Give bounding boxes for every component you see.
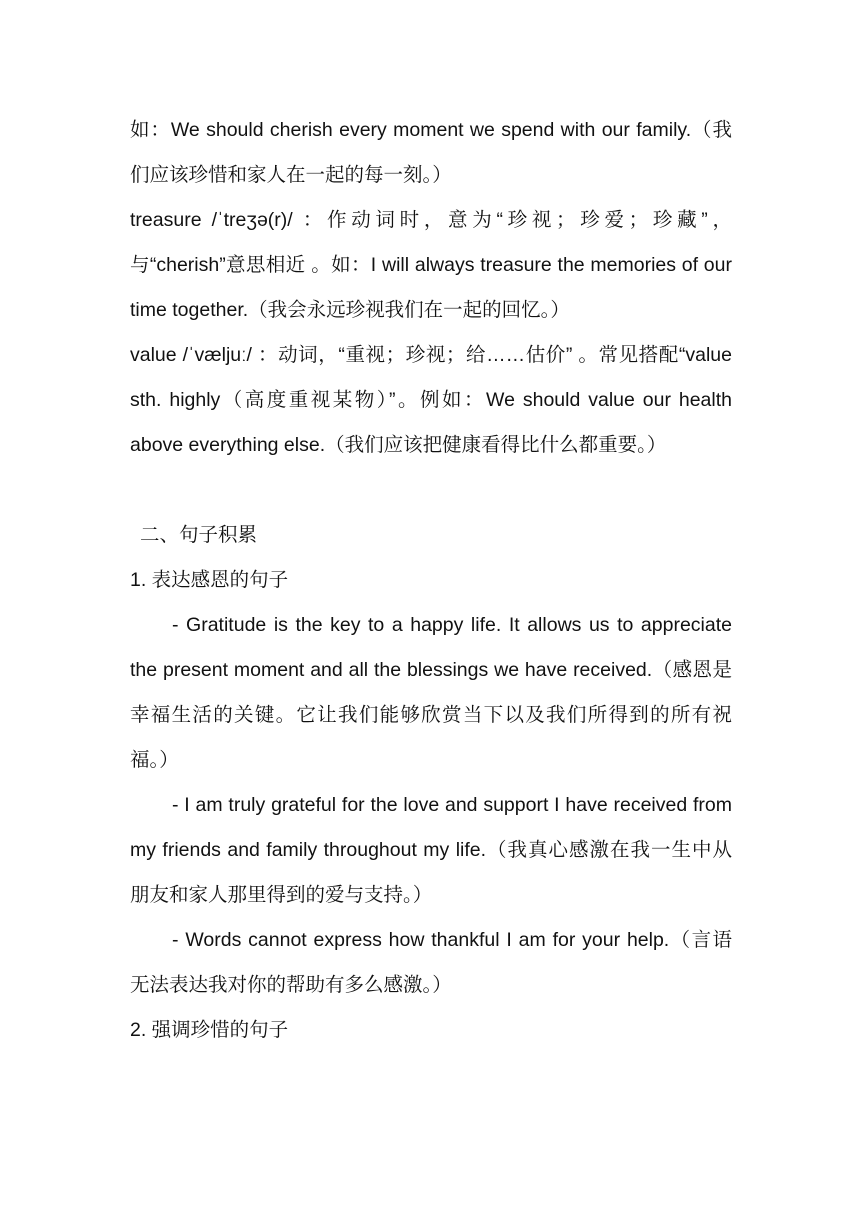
- subsection-title-gratitude: 1. 表达感恩的句子: [130, 569, 289, 591]
- section-heading: 二、句子积累: [140, 524, 258, 546]
- cherish-example: 如：We should cherish every moment we spend with our family.（我们应该珍惜和家人在一起的每一刻。）: [130, 119, 732, 186]
- subsection-title-cherish: 2. 强调珍惜的句子: [130, 1019, 289, 1041]
- blank-line: [130, 468, 732, 513]
- gratitude-sentence-2: - I am truly grateful for the love and support I have received from my friends and family throughout my life.（我真心感激在我一生中从朋友和家人那里得到的爱与支持。）: [130, 794, 732, 906]
- document-body: [130, 108, 732, 1053]
- value-definition: value /ˈvæljuː/ ：动词，“重视；珍视；给……估价” 。常见搭配“value sth. highly（高度重视某物）”。例如：We should value our health above everything else.（我们应该把健康看得比什么都重要。）: [130, 344, 732, 456]
- gratitude-sentence-3: - Words cannot express how thankful I am for your help.（言语无法表达我对你的帮助有多么感激。）: [130, 929, 732, 996]
- gratitude-sentence-1: - Gratitude is the key to a happy life. It allows us to appreciate the present moment and all the blessings we have received.（感恩是幸福生活的关键。它让我们能够欣赏当下以及我们所得到的所有祝福。）: [130, 614, 732, 771]
- treasure-definition: treasure /ˈtreʒə(r)/ ：作动词时，意为“珍视；珍爱；珍藏”，与“cherish”意思相近 。如：I will always treasure the memories of our time together.（我会永远珍视我们在一起的回忆。）: [130, 209, 732, 321]
